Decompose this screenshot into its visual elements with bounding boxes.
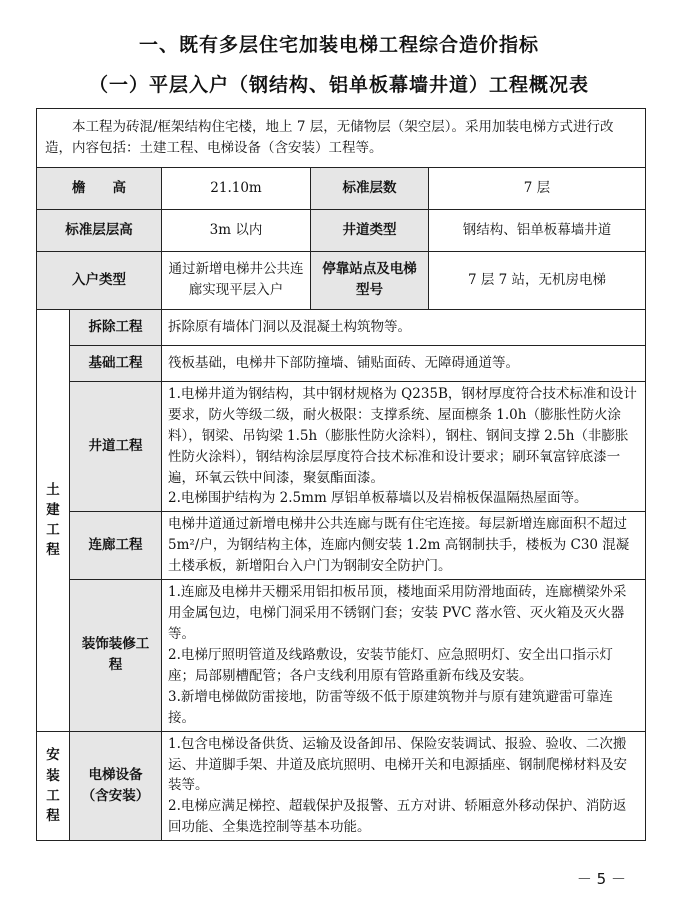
page-number: － 5 － [576,870,626,888]
install-category-label: 安 装 工 程 [46,747,60,825]
eave-height-value: 21.10m [162,167,311,209]
civil-row [37,345,646,381]
civil-row [37,580,646,731]
civil-row [37,512,646,580]
entry-type-value: 通过新增电梯井公共连廊实现平层入户 [162,251,311,309]
civil-item-label: 基础工程 [70,345,162,381]
intro-row [37,109,646,168]
std-floor-height-label: 标准层层高 [37,209,162,251]
install-item-label: 电梯设备（含安装） [70,731,162,841]
install-row [37,731,646,841]
spec-row [37,251,646,309]
civil-item-desc: 1.连廊及电梯井天棚采用铝扣板吊顶，楼地面采用防滑地面砖，连廊横梁外采用金属包边，电梯门洞采用不锈钢门套；安装 PVC 落水管、灭火箱及灭火器等。 2.电梯厅照明管道及线路敷设，安装节能灯、应急照明灯、安全出口指示灯座；局部剔槽配管；各户支线利用原有管路重新布线及安装。 3.新增电梯做防雷接地，防雷等级不低于原建筑物并与原有建筑避雷可靠连接。 [162,580,646,731]
civil-category-label: 土 建 工 程 [46,481,60,559]
install-category [37,731,70,841]
civil-item-label: 拆除工程 [70,309,162,345]
page-subtitle: （一）平层入户（钢结构、铝单板幕墙井道）工程概况表 [88,74,589,96]
civil-row [37,381,646,512]
page-title: 一、既有多层住宅加装电梯工程综合造价指标 [138,34,539,56]
install-item-desc: 1.包含电梯设备供货、运输及设备卸吊、保险安装调试、报验、验收、二次搬运、井道脚手架、井道及底坑照明、电梯开关和电源插座、钢制爬梯材料及安装等。 2.电梯应满足梯控、超载保护及报警、五方对讲、轿厢意外移动保护、消防返回功能、全集选控制等基本功能。 [162,731,646,841]
std-floors-label: 标准层数 [311,167,429,209]
civil-item-desc: 筏板基础，电梯井下部防撞墙、铺贴面砖、无障碍通道等。 [162,345,646,381]
spec-row [37,167,646,209]
civil-item-label: 装饰装修工程 [70,580,162,731]
std-floors-value: 7 层 [429,167,646,209]
civil-item-desc: 电梯井道通过新增电梯井公共连廊与既有住宅连接。每层新增连廊面积不超过 5m²/户，为钢结构主体，连廊内侧安装 1.2m 高钢制扶手，楼板为 C30 混凝土楼承板，新增阳台入户门为钢制安全防护门。 [162,512,646,580]
civil-item-label: 井道工程 [70,381,162,512]
shaft-type-label: 井道类型 [311,209,429,251]
stops-label: 停靠站点及电梯型号 [311,251,429,309]
project-intro: 本工程为砖混/框架结构住宅楼，地上 7 层，无储物层（架空层）。采用加装电梯方式进行改造，内容包括：土建工程、电梯设备（含安装）工程等。 [37,109,646,168]
civil-item-desc: 1.电梯井道为钢结构，其中钢材规格为 Q235B，钢材厚度符合技术标准和设计要求，防火等级二级，耐火极限：支撑系统、屋面檩条 1.0h（膨胀性防火涂料），钢梁、吊钩梁 1.5h（膨胀性防火涂料），钢柱、钢间支撑 2.5h（非膨胀性防火涂料），钢结构涂层厚度符合技术标准和设计要求；刷环氧富锌底漆一遍，环氧云铁中间漆，聚氨酯面漆。 2.电梯围护结构为 2.5mm 厚铝单板幕墙以及岩棉板保温隔热屋面等。 [162,381,646,512]
civil-category [37,309,70,731]
std-floor-height-value: 3m 以内 [162,209,311,251]
eave-height-label: 檐 高 [37,167,162,209]
civil-row [37,309,646,345]
spec-row [37,209,646,251]
stops-value: 7 层 7 站，无机房电梯 [429,251,646,309]
civil-item-label: 连廊工程 [70,512,162,580]
overview-table [36,108,646,841]
entry-type-label: 入户类型 [37,251,162,309]
civil-item-desc: 拆除原有墙体门洞以及混凝土构筑物等。 [162,309,646,345]
shaft-type-value: 钢结构、铝单板幕墙井道 [429,209,646,251]
